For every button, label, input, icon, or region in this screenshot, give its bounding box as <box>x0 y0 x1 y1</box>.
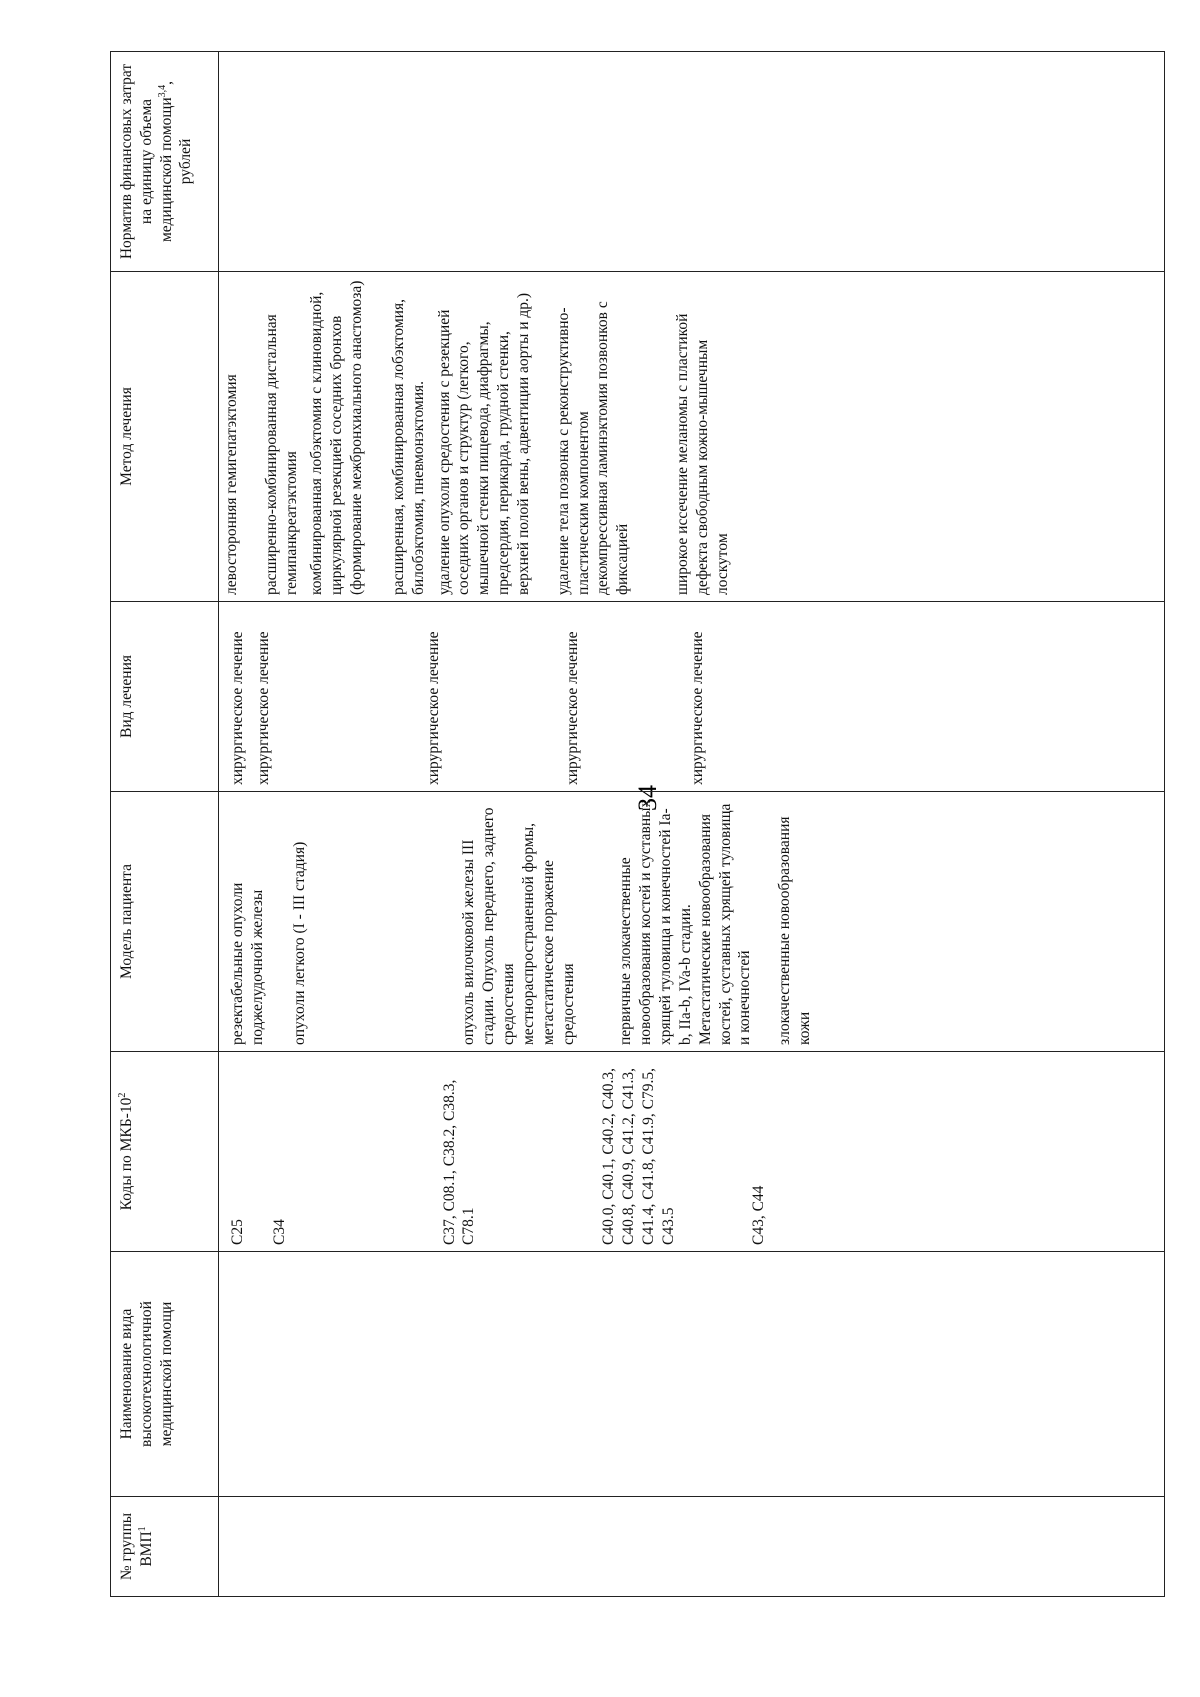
row-model: опухоль вилочковой железы III стадии. Опухоль переднего, заднего средостения местнораспространенной формы, метастатическое поражение средостения <box>460 807 577 1045</box>
header-group-no: № группы ВМП$^1$ <box>111 1497 219 1597</box>
cell-group-no <box>219 1497 1165 1597</box>
row-model: опухоли легкого (I - III стадия) <box>290 841 308 1045</box>
page-number: 34 <box>633 785 662 811</box>
header-method: Метод лечения <box>111 272 219 602</box>
row-type: хирургическое лечение <box>254 631 272 785</box>
header-codes: Коды по МКБ-$10^2$ <box>111 1052 219 1252</box>
row-type: хирургическое лечение <box>229 631 246 785</box>
row-type: хирургическое лечение <box>689 631 707 785</box>
table-row <box>219 52 1165 1597</box>
cell-codes <box>219 1052 1165 1252</box>
row-codes: C25 <box>229 1219 246 1245</box>
cell-model <box>219 792 1165 1052</box>
row-codes: C34 <box>270 1219 288 1245</box>
row-method: удаление тела позвонка с реконструктивно-пластическим компонентом <box>554 307 592 595</box>
cell-treatment-type <box>219 602 1165 792</box>
row-method: декомпрессивная ламинэктомия позвонков с фиксацией <box>594 301 632 595</box>
cell-method <box>219 272 1165 602</box>
row-model: резектабельные опухоли поджелудочной железы <box>229 882 266 1045</box>
medical-care-table <box>110 51 1165 1597</box>
header-model: Модель пациента <box>111 792 219 1052</box>
cell-name <box>219 1252 1165 1497</box>
row-codes: C37, C08.1, C38.2, C38.3, C78.1 <box>440 1079 478 1245</box>
row-method: расширенно-комбинированная дистальная гемипанкреатэктомия <box>262 314 300 595</box>
row-codes: C43, C44 <box>749 1185 767 1245</box>
row-model: первичные злокачественные новообразования костей и суставных хрящей туловища и конечностей Ia-b, IIa-b, IVa-b стадии. Метастатические новообразования костей, суставных хрящей туловища и конечностей <box>617 799 754 1045</box>
header-treatment-type: Вид лечения <box>111 602 219 792</box>
row-type: хирургическое лечение <box>424 631 442 785</box>
row-method: левосторонняя гемигепатэктомия <box>223 374 240 595</box>
header-name: Наименование вида высокотехнологичной медицинской помощи <box>111 1252 219 1497</box>
header-norm: Норматив финансовых затрат на единицу объема медицинской помощи$^{3,4}$, рублей <box>111 52 219 272</box>
row-type: хирургическое лечение <box>564 631 582 785</box>
rotated-table-container <box>110 52 1165 1597</box>
row-model: злокачественные новообразования кожи <box>776 816 814 1045</box>
row-method: удаление опухоли средостения с резекцией соседних органов и структур (легкого, мышечной стенки пищевода, диафрагмы, предсердия, перикарда, грудной стенки, верхней полой вены, адвентиции аорты и др.) <box>435 292 532 595</box>
row-codes: C40.0, C40.1, C40.2, C40.3, C40.8, C40.9, C41.2, C41.3, C41.4, C41.8, C41.9, C79.5, C43.5 <box>600 1068 677 1245</box>
cell-norm <box>219 52 1165 272</box>
row-method: расширенная, комбинированная лобэктомия, билобэктомия, пневмонэктомия. <box>389 299 427 595</box>
row-method: широкое иссечение меланомы с пластикой дефекта свободным кожно-мышечным лоскутом <box>674 313 731 595</box>
row-method: комбинированная лобэктомия с клиновидной, циркулярной резекцией соседних бронхов (формирование межбронхиального анастомоза) <box>308 280 366 595</box>
